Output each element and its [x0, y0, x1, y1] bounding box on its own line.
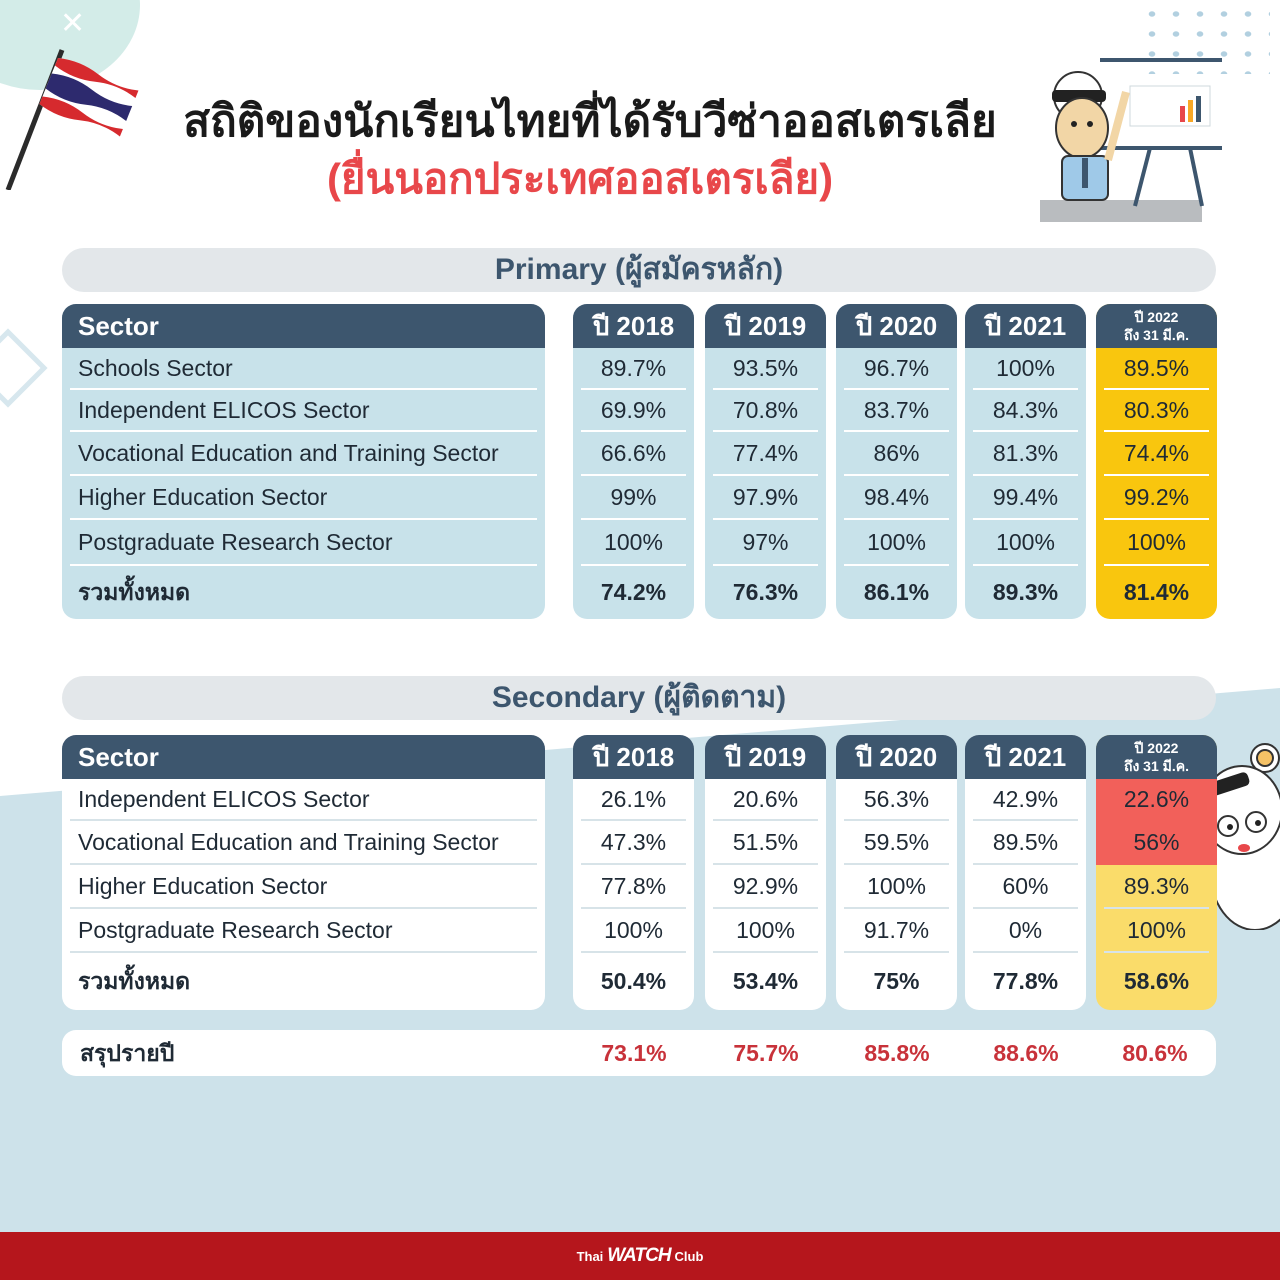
secondary-sector-column	[62, 735, 545, 1010]
secondary-year-column-highlighted	[1096, 735, 1217, 1010]
teacher-sheep-mascot-icon	[1030, 56, 1240, 226]
table-cell: 93.5%	[713, 348, 818, 390]
page-title: สถิติของนักเรียนไทยที่ได้รับวีซ่าออสเตรเลีย	[183, 97, 997, 146]
primary-year-column	[836, 304, 957, 619]
close-icon-decoration: ✕	[60, 6, 86, 41]
diamond-decoration	[0, 328, 48, 407]
footer-brand-bar	[0, 1232, 1280, 1280]
table-cell: 89.5%	[973, 821, 1078, 865]
year-header: ปี 2018	[573, 735, 694, 779]
table-cell: 99.4%	[973, 476, 1078, 520]
table-cell: 100%	[844, 520, 949, 566]
year-header	[1096, 735, 1217, 779]
summary-value: 75.7%	[733, 1040, 799, 1066]
table-cell: 100%	[581, 520, 686, 566]
total-cell: 74.2%	[600, 579, 667, 605]
total-cell: 86.1%	[863, 579, 930, 605]
table-cell: 91.7%	[844, 909, 949, 953]
primary-year-column	[965, 304, 1086, 619]
table-cell: 99%	[581, 476, 686, 520]
table-cell: 56.3%	[844, 779, 949, 821]
table-cell: 100%	[1104, 909, 1209, 953]
table-cell: 100%	[713, 909, 818, 953]
secondary-year-column	[965, 735, 1086, 1010]
primary-sector-label: Vocational Education and Training Sector	[70, 432, 537, 476]
total-cell: 76.3%	[732, 579, 799, 605]
year-header	[1096, 304, 1217, 348]
table-cell: 97%	[713, 520, 818, 566]
table-cell: 100%	[844, 865, 949, 909]
table-cell: 81.3%	[973, 432, 1078, 476]
total-cell: 50.4%	[600, 968, 667, 994]
table-cell: 74.4%	[1104, 432, 1209, 476]
thai-flag-icon	[0, 40, 150, 190]
year-header-line: ปี 2022	[1134, 740, 1179, 756]
table-cell-alert: 22.6%	[1096, 779, 1217, 821]
secondary-total-label: รวมทั้งหมด	[78, 967, 191, 994]
table-cell: 100%	[581, 909, 686, 953]
secondary-sector-label: Postgraduate Research Sector	[70, 909, 537, 953]
table-cell: 77.8%	[581, 865, 686, 909]
secondary-year-column	[705, 735, 826, 1010]
year-header: ปี 2018	[573, 304, 694, 348]
table-cell: 20.6%	[713, 779, 818, 821]
table-cell-alert: 56%	[1096, 821, 1217, 865]
total-cell: 58.6%	[1123, 968, 1190, 994]
table-cell: 83.7%	[844, 390, 949, 432]
total-cell: 53.4%	[732, 968, 799, 994]
secondary-sector-label: Vocational Education and Training Sector	[70, 821, 537, 865]
primary-year-column	[705, 304, 826, 619]
table-cell: 69.9%	[581, 390, 686, 432]
table-cell: 60%	[973, 865, 1078, 909]
table-cell: 70.8%	[713, 390, 818, 432]
primary-year-column-highlighted	[1096, 304, 1217, 619]
secondary-sector-header: Sector	[62, 735, 545, 779]
table-cell: 42.9%	[973, 779, 1078, 821]
table-cell: 98.4%	[844, 476, 949, 520]
primary-sector-header: Sector	[62, 304, 545, 348]
primary-sector-label: Higher Education Sector	[70, 476, 537, 520]
year-header: ปี 2021	[965, 304, 1086, 348]
footer-brand-right: Club	[674, 1248, 704, 1264]
summary-value: 80.6%	[1122, 1040, 1188, 1066]
year-header: ปี 2019	[705, 304, 826, 348]
total-cell: 75%	[873, 968, 920, 994]
total-cell: 77.8%	[992, 968, 1059, 994]
table-cell: 89.7%	[581, 348, 686, 390]
secondary-section-heading: Secondary (ผู้ติดตาม)	[62, 676, 1216, 720]
table-cell: 100%	[1104, 520, 1209, 566]
primary-total-label: รวมทั้งหมด	[78, 578, 191, 605]
table-cell: 66.6%	[581, 432, 686, 476]
total-cell: 81.4%	[1123, 579, 1190, 605]
secondary-year-column	[836, 735, 957, 1010]
secondary-year-column	[573, 735, 694, 1010]
year-header: ปี 2021	[965, 735, 1086, 779]
primary-section-heading: Primary (ผู้สมัครหลัก)	[62, 248, 1216, 292]
summary-value: 85.8%	[864, 1040, 930, 1066]
table-cell: 51.5%	[713, 821, 818, 865]
summary-value: 88.6%	[993, 1040, 1059, 1066]
year-header-line: ปี 2022	[1134, 309, 1179, 325]
table-cell: 97.9%	[713, 476, 818, 520]
primary-sector-label: Independent ELICOS Sector	[70, 390, 537, 432]
year-header: ปี 2020	[836, 304, 957, 348]
footer-brand-left: Thai	[576, 1248, 604, 1264]
annual-summary-row	[62, 1030, 1216, 1076]
primary-sector-column	[62, 304, 545, 619]
table-cell: 89.3%	[1104, 865, 1209, 909]
table-cell: 92.9%	[713, 865, 818, 909]
table-cell: 0%	[973, 909, 1078, 953]
year-header: ปี 2019	[705, 735, 826, 779]
year-header-line: ถึง 31 มี.ค.	[1123, 758, 1190, 774]
table-cell: 26.1%	[581, 779, 686, 821]
total-cell: 89.3%	[992, 579, 1059, 605]
footer-brand-logo: WATCH	[607, 1245, 671, 1266]
table-cell: 100%	[973, 348, 1078, 390]
year-header: ปี 2020	[836, 735, 957, 779]
table-cell: 80.3%	[1104, 390, 1209, 432]
table-cell: 47.3%	[581, 821, 686, 865]
table-cell: 86%	[844, 432, 949, 476]
summary-label: สรุปรายปี	[80, 1040, 175, 1066]
table-cell: 59.5%	[844, 821, 949, 865]
table-cell: 99.2%	[1104, 476, 1209, 520]
table-cell: 77.4%	[713, 432, 818, 476]
summary-value: 73.1%	[601, 1040, 667, 1066]
primary-year-column	[573, 304, 694, 619]
table-cell: 84.3%	[973, 390, 1078, 432]
year-header-line: ถึง 31 มี.ค.	[1123, 327, 1190, 343]
table-cell: 96.7%	[844, 348, 949, 390]
page-subtitle: (ยื่นนอกประเทศออสเตรเลีย)	[326, 155, 834, 202]
secondary-sector-label: Higher Education Sector	[70, 865, 537, 909]
primary-sector-label: Postgraduate Research Sector	[70, 520, 537, 566]
table-cell: 100%	[973, 520, 1078, 566]
primary-sector-label: Schools Sector	[70, 348, 537, 390]
secondary-sector-label: Independent ELICOS Sector	[70, 779, 537, 821]
table-cell: 89.5%	[1104, 348, 1209, 390]
